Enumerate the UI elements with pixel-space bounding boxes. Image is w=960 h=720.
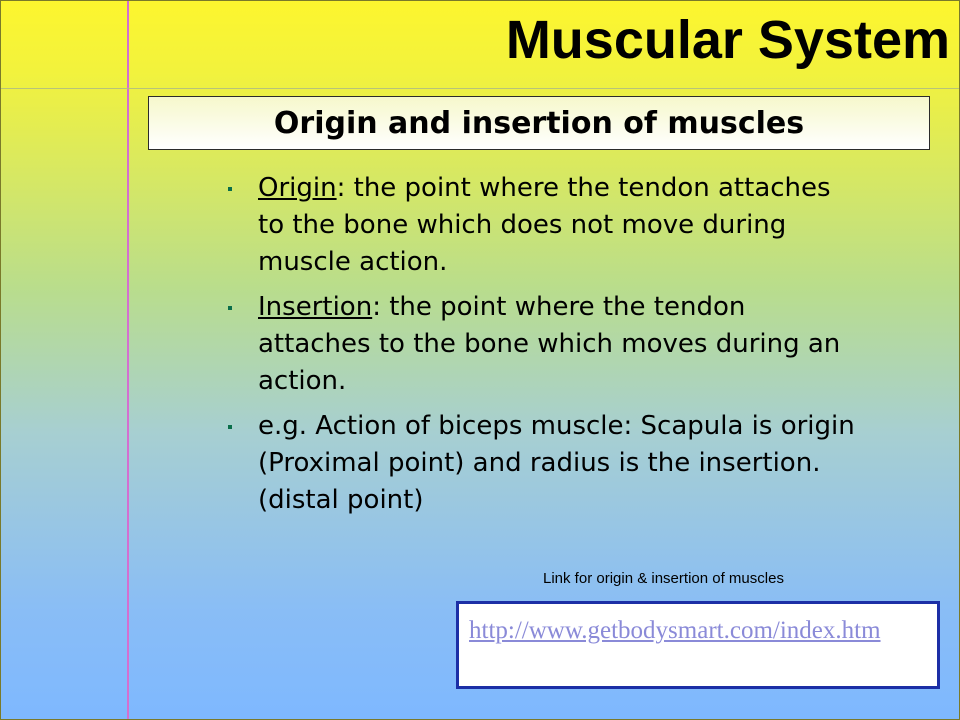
bullet-dot-icon: [228, 425, 232, 429]
slide-title: Muscular System: [505, 10, 950, 70]
bullet-text: : the point where the tendon attaches to the bone which moves during an action.: [258, 292, 841, 396]
external-link[interactable]: http://www.getbodysmart.com/index.htm: [469, 617, 881, 644]
slide-subtitle: Origin and insertion of muscles: [273, 105, 805, 141]
bullet-dot-icon: [228, 187, 232, 191]
bullet-origin: [222, 170, 862, 281]
bullet-text: : the point where the tendon attaches to the bone which does not move during muscle action.: [258, 173, 831, 277]
term-insertion: Insertion: [258, 292, 373, 322]
term-origin: Origin: [258, 173, 337, 203]
link-caption: Link for origin & insertion of muscles: [543, 570, 784, 587]
bullet-example: [222, 408, 862, 519]
bullet-list: [222, 170, 862, 527]
bullet-dot-icon: [228, 306, 232, 310]
subtitle-box: [148, 96, 930, 150]
bullet-insertion: [222, 289, 862, 400]
vertical-accent-line: [127, 0, 129, 720]
bullet-text: e.g. Action of biceps muscle: Scapula is origin (Proximal point) and radius is the insertion. (distal point): [258, 411, 855, 515]
link-box: [456, 601, 940, 689]
left-edge-line: [0, 0, 1, 720]
title-divider-line: [0, 88, 960, 89]
